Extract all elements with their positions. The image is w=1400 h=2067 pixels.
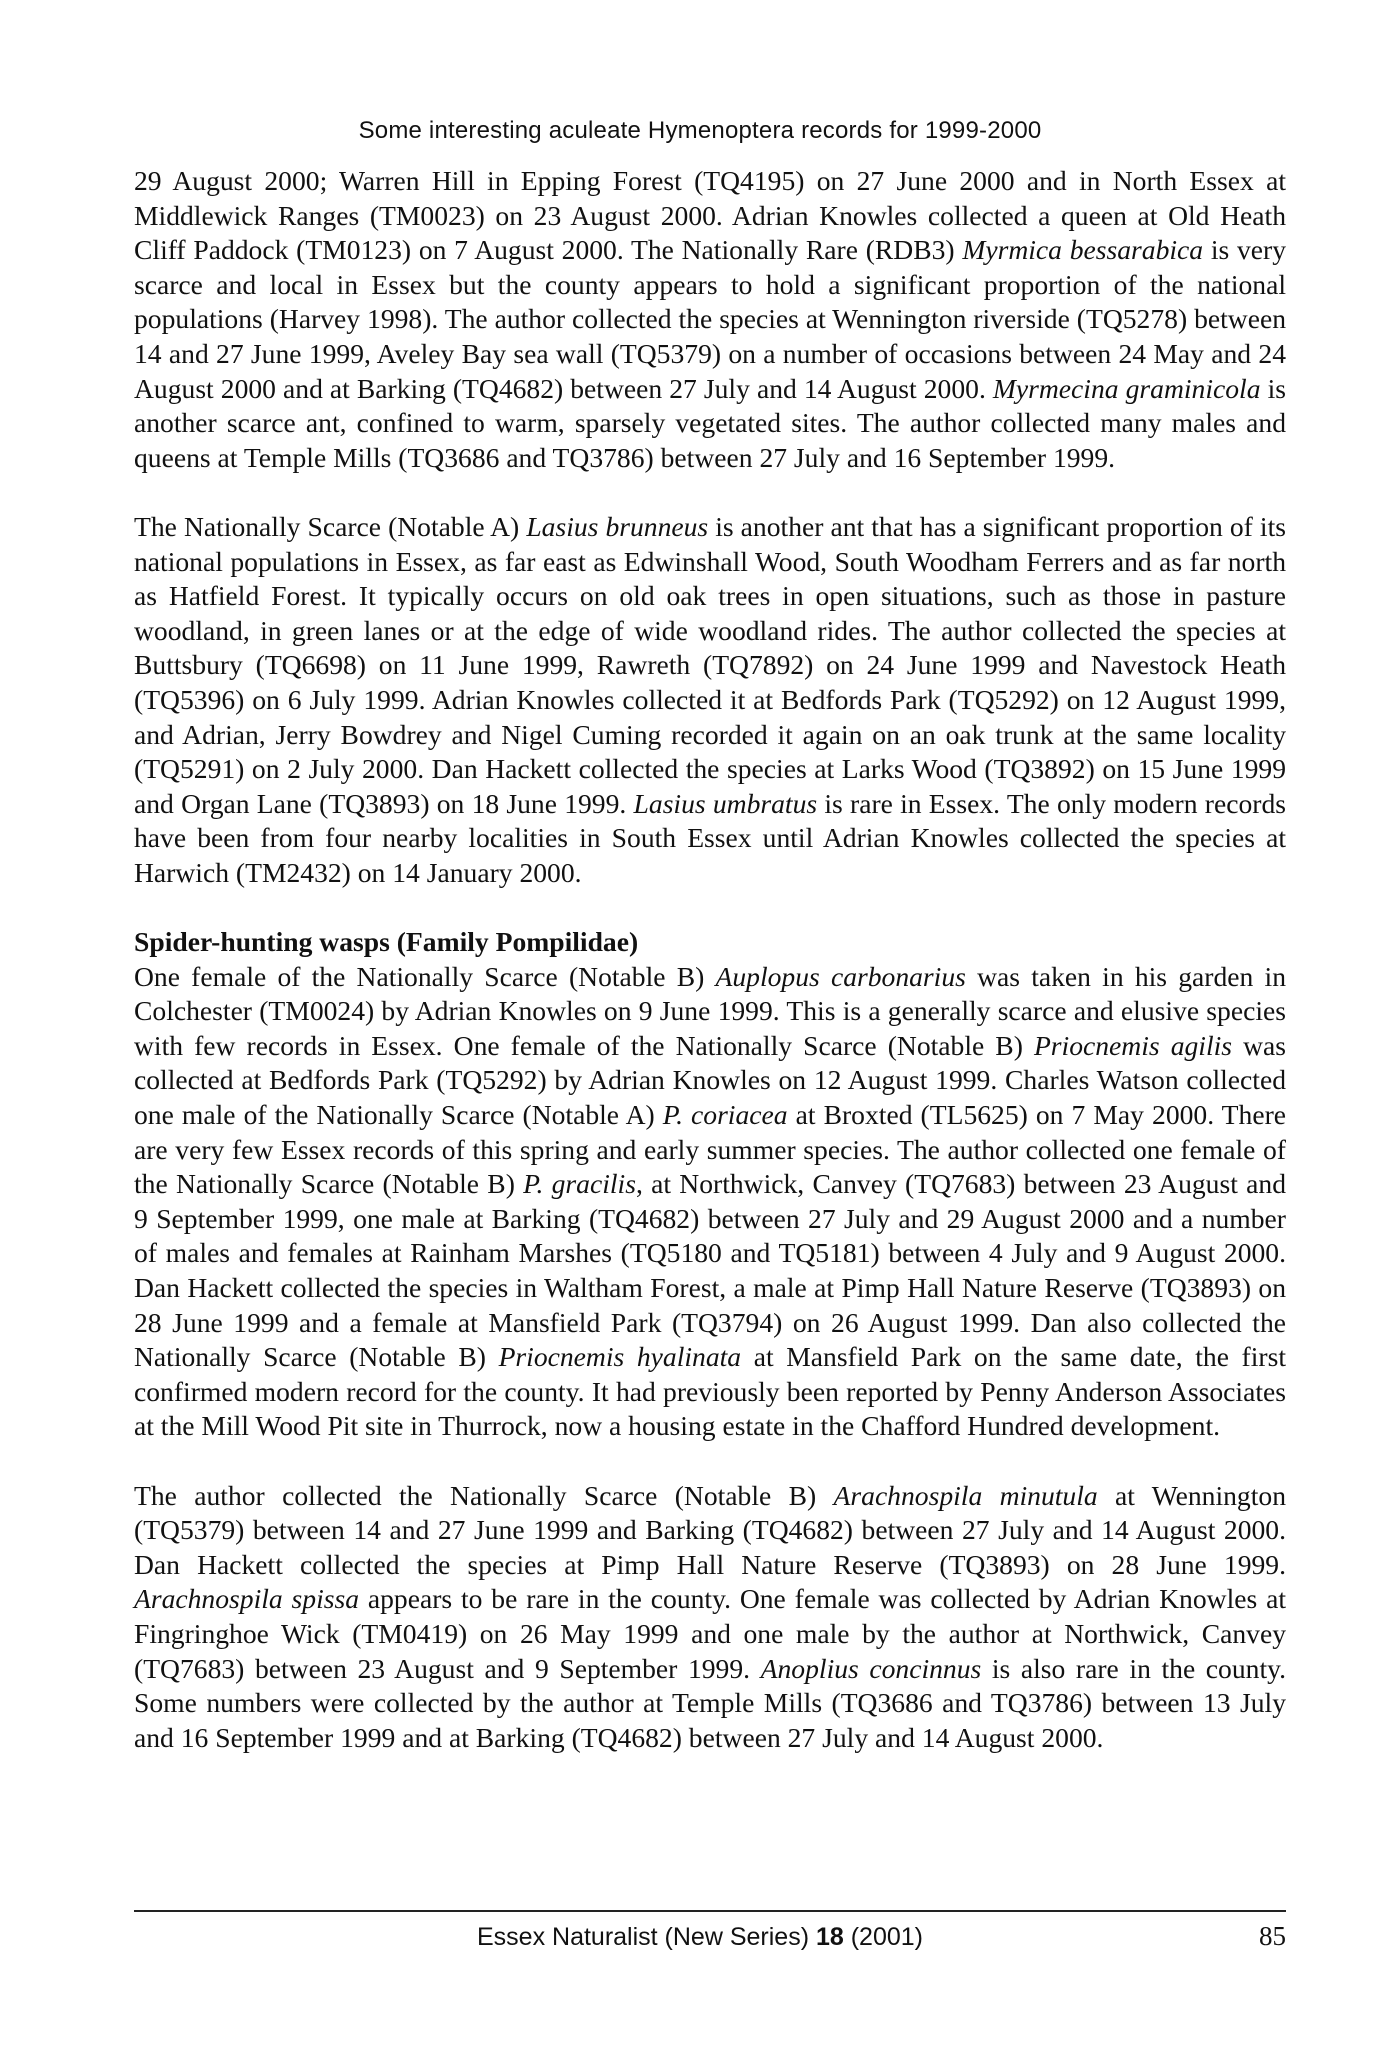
paragraph-pompilidae-1 [134,960,1286,1444]
volume-number: 18 [815,1923,844,1951]
paragraph-pompilidae-2 [134,1479,1286,1756]
text-run: at Wennington (TQ5379) between 14 and 27 June 1999 and Barking (TQ4682) between 27 July and 14 August 2000. Dan Hackett collected the species at Pimp Hall Nature Reserve (TQ3893) on 28 June 1999. [134,1479,1286,1580]
species-name: P. gracilis [523,1168,636,1200]
text-run: at Broxted (TL5625) on 7 May 2000. There are very few Essex records of this spring and early summer species. The author collected one female of the Nationally Scarce (Notable B) [134,1099,1287,1200]
text-run: at Mansfield Park on the same date, the first confirmed modern record for the county. It had previously been reported by Penny Anderson Associates at the Mill Wood Pit site in Thurrock, now a housing estate in the Chafford Hundred development. [134,1341,1286,1442]
text-run: , at Northwick, Canvey (TQ7683) between 23 August and 9 September 1999, one male at Barking (TQ4682) between 27 July and 29 August 2000 and a number of males and females at Rainham Marshes (TQ5180 and TQ5181) between 4 July and 9 August 2000. Dan Hackett collected the species in Waltham Forest, a male at Pimp Hall Nature Reserve (TQ3893) on 28 June 1999 and a female at Mansfield Park (TQ3794) on 26 August 1999. Dan also collected the Nationally Scarce (Notable B) [134,1168,1286,1373]
text-run: is rare in Essex. The only modern records have been from four nearby localities in South Essex until Adrian Knowles collected the species at Harwich (TM2432) on 14 January 2000. [134,787,1286,888]
species-name: Myrmica bessarabica [962,234,1204,266]
text-run: was collected at Bedfords Park (TQ5292) by Adrian Knowles on 12 August 1999. Charles Watson collected one male of the Nationally Scarce (Notable A) [134,1029,1286,1131]
text-run: The author collected the Nationally Scarce (Notable B) [134,1479,834,1511]
species-name: Priocnemis hyalinata [498,1341,742,1373]
article-body [134,164,1286,1755]
species-name: P. coriacea [662,1099,788,1131]
species-name: Myrmecina graminicola [992,372,1261,404]
text-run: is also rare in the county. Some numbers were collected by the author at Temple Mills (TQ3686 and TQ3786) between 13 July and 16 September 1999 and at Barking (TQ4682) between 27 July and 14 August 2000. [134,1652,1287,1753]
species-name: Auplopus carbonarius [715,960,966,992]
footer-citation [0,1923,1400,1952]
footer-rule [134,1910,1286,1912]
paragraph-ants-2 [134,510,1286,891]
text-run: is another scarce ant, confined to warm, sparsely vegetated sites. The author collected many males and queens at Temple Mills (TQ3686 and TQ3786) between 27 July and 16 September 1999. [134,372,1286,473]
species-name: Arachnospila spissa [134,1583,360,1615]
section-heading: Spider-hunting wasps (Family Pompilidae) [134,926,639,958]
page-number: 85 [1259,1921,1286,1951]
species-name: Priocnemis agilis [1033,1029,1233,1061]
text-run: is another ant that has a significant proportion of its national populations in Essex, as far east as Edwinshall Wood, South Woodham Ferrers and as far north as Hatfield Forest. It typically occurs on old oak trees in open situations, such as those in pasture woodland, in green lanes or at the edge of wide woodland rides. The author collected the species at Buttsbury (TQ6698) on 11 June 1999, Rawreth (TQ7892) on 24 June 1999 and Navestock Heath (TQ5396) on 6 July 1999. Adrian Knowles collected it at Bedfords Park (TQ5292) on 12 August 1999, and Adrian, Jerry Bowdrey and Nigel Cuming recorded it again on an oak trunk at the same locality (TQ5291) on 2 July 2000. Dan Hackett collected the species at Larks Wood (TQ3892) on 15 June 1999 and Organ Lane (TQ3893) on 18 June 1999. [134,510,1287,819]
publication-year: (2001) [843,1923,923,1951]
species-name: Arachnospila minutula [833,1479,1098,1511]
text-run: One female of the Nationally Scarce (Notable B) [134,960,716,992]
text-run: 29 August 2000; Warren Hill in Epping Forest (TQ4195) on 27 June 2000 and in North Essex at Middlewick Ranges (TM0023) on 23 August 2000. Adrian Knowles collected a queen at Old Heath Cliff Paddock (TM0123) on 7 August 2000. The Nationally Rare (RDB3) [134,165,1286,266]
text-run: is very scarce and local in Essex but the county appears to hold a significant proportion of the national populations (Harvey 1998). The author collected the species at Wennington riverside (TQ5278) between 14 and 27 June 1999, Aveley Bay sea wall (TQ5379) on a number of occasions between 24 May and 24 August 2000 and at Barking (TQ4682) between 27 July and 14 August 2000. [134,234,1287,404]
paragraph-ants-1 [134,164,1286,475]
species-name: Anoplius concinnus [760,1652,982,1684]
text-run: appears to be rare in the county. One female was collected by Adrian Knowles at Fingringhoe Wick (TM0419) on 26 May 1999 and one male by the author at Northwick, Canvey (TQ7683) between 23 August and 9 September 1999. [134,1583,1286,1684]
running-title: Some interesting aculeate Hymenoptera records for 1999-2000 [358,117,1042,144]
text-run: The Nationally Scarce (Notable A) [134,510,527,542]
species-name: Lasius brunneus [526,510,709,542]
text-run: was taken in his garden in Colchester (TM0024) by Adrian Knowles on 9 June 1999. This is a generally scarce and elusive species with few records in Essex. One female of the Nationally Scarce (Notable B) [134,960,1286,1061]
species-name: Lasius umbratus [633,787,818,819]
journal-name: Essex Naturalist (New Series) [476,1923,816,1951]
